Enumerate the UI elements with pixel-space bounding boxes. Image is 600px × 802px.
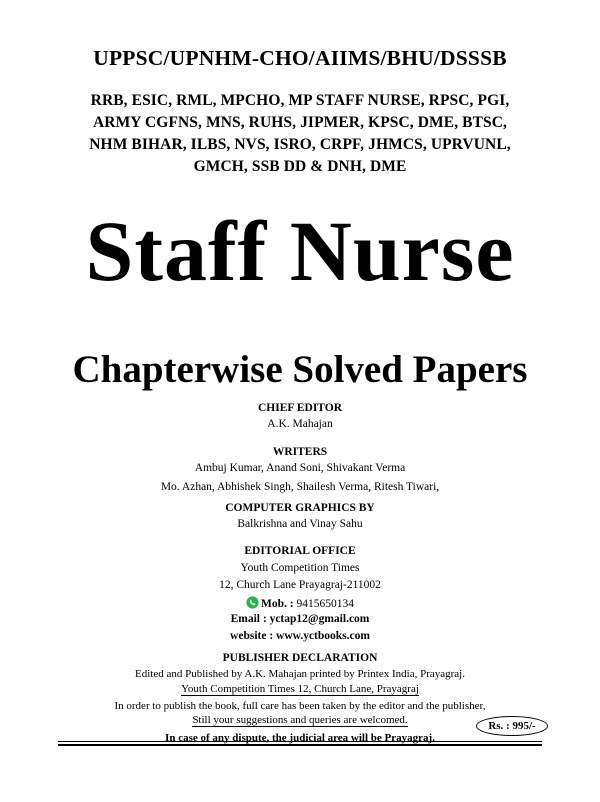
exam-header-primary: UPPSC/UPNHM-CHO/AIIMS/BHU/DSSSB	[93, 46, 507, 70]
mobile-number: 9415650134	[296, 598, 354, 610]
office-email: Email : yctap12@gmail.com	[230, 613, 370, 625]
chief-editor-label: CHIEF EDITOR	[257, 402, 343, 414]
declaration-line: In order to publish the book, full care has been taken by the editor and the publisher,	[114, 700, 486, 712]
whatsapp-icon	[246, 596, 259, 609]
graphics-label: COMPUTER GRAPHICS BY	[225, 502, 375, 514]
declaration-line	[0, 683, 600, 696]
office-website: website : www.yctbooks.com	[230, 630, 370, 642]
writers-names-line: Mo. Azhan, Abhishek Singh, Shailesh Verma, Ritesh Tiwari,	[160, 481, 440, 493]
book-title: Staff Nurse	[85, 203, 515, 299]
editorial-office-label: EDITORIAL OFFICE	[244, 545, 356, 557]
exam-list-line: ARMY CGFNS, MNS, RUHS, JIPMER, KPSC, DME, BTSC,	[92, 114, 508, 131]
writers-label: WRITERS	[272, 446, 328, 458]
exam-list-line: NHM BIHAR, ILBS, NVS, ISRO, CRPF, JHMCS, UPRVUNL,	[89, 136, 511, 153]
writers-names-line: Ambuj Kumar, Anand Soni, Shivakant Verma	[194, 462, 406, 474]
divider	[58, 744, 542, 746]
mobile-label: Mob. :	[261, 598, 294, 610]
exam-list-line: RRB, ESIC, RML, MPCHO, MP STAFF NURSE, RPSC, PGI,	[90, 92, 510, 109]
chief-editor-name: A.K. Mahajan	[267, 418, 333, 430]
dispute-notice: In case of any dispute, the judicial area will be Prayagraj.	[165, 732, 435, 744]
declaration-address: Youth Competition Times 12, Church Lane, Prayagraj	[181, 683, 419, 695]
divider	[58, 741, 542, 742]
price-badge: Rs. : 995/-	[476, 716, 548, 736]
exam-list-line: GMCH, SSB DD & DNH, DME	[193, 158, 407, 175]
declaration-welcome: Still your suggestions and queries are welcomed.	[192, 714, 408, 726]
graphics-names: Balkrishna and Vinay Sahu	[237, 518, 363, 530]
office-organization: Youth Competition Times	[240, 562, 360, 574]
declaration-line: Edited and Published by A.K. Mahajan printed by Printex India, Prayagraj.	[135, 668, 465, 680]
publisher-declaration-label: PUBLISHER DECLARATION	[222, 652, 378, 664]
book-subtitle: Chapterwise Solved Papers	[72, 348, 528, 391]
office-mobile	[0, 596, 600, 610]
office-address: 12, Church Lane Prayagraj-211002	[219, 579, 381, 591]
